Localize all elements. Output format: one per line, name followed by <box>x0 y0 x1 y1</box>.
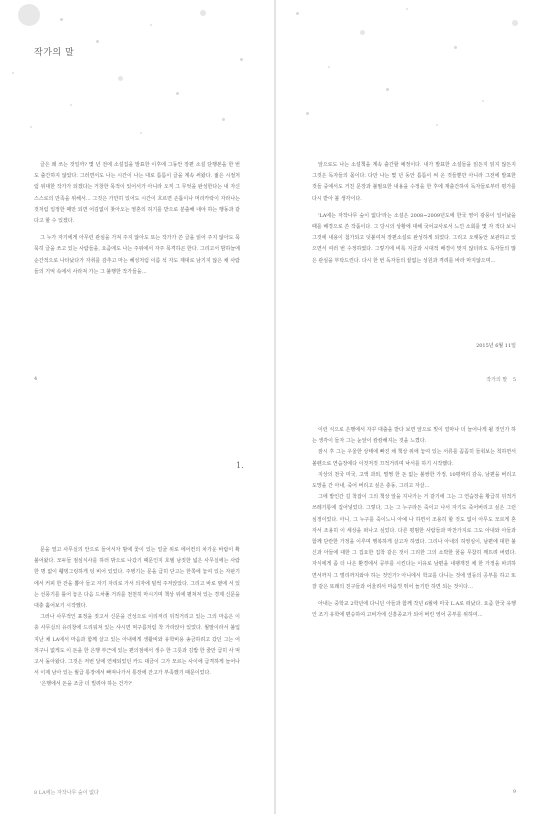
snowflake-decoration <box>512 20 518 26</box>
page-number: 4 <box>34 376 38 382</box>
body-text <box>34 160 240 278</box>
page-5 <box>276 0 550 407</box>
snowflake-decoration <box>240 58 243 61</box>
page-number: 5 <box>512 377 516 383</box>
snowflake-decoration <box>140 132 142 134</box>
paragraph: 아내는 중학교 2학년에 다니던 아들과 함께 작년 6월에 미국 L.A로 떠났다. 요즘 한국 유행인 조기 유학에 편승하여 고비가에 신흥종교가 되어 버린 영어 공부를 위하여… <box>312 601 516 619</box>
snowflake-decoration <box>12 72 14 74</box>
snowflake-decoration <box>386 88 389 91</box>
snowflake-decoration <box>30 126 32 128</box>
page-4 <box>0 0 274 407</box>
running-footer <box>486 376 516 383</box>
snowflake-decoration <box>70 104 72 106</box>
date-line: 2015년 6월 11일 <box>476 343 516 349</box>
paragraph: 이런 식으로 은행에서 자꾸 대출을 받다 보면 앞으로 빚이 얼마나 더 늘어나게 될 것인가 하는 생각이 들자 그는 눈앞이 캄캄해지는 것을 느꼈다. <box>312 427 516 445</box>
paragraph: 지상의 천국 미국, 고액 과외, 멀쩡 한 돈 없는 불쌍한 가정, 10평짜리 감옥, 남편을 버리고 도망을 간 아내, 죽어 버리고 싶은 충동, 그리고 자살… <box>312 471 516 490</box>
paragraph: 'LA에는 자작나무 숲이 없다'라는 소설은 2008~2009년도에 한국 영어 광풍이 일어났을 때를 배경으로 쓴 작품이다. 그 당시의 상황에 대해 국어교사로서 느낀 소회를 몇 자 적다 보니 그것에 내용이 첨가되고 덧붙여져 장편소설로 완성하게 되었다. 그리고 오랫동안 보관하고 있으면서 여러 번 수정하였다. 그렇기에 비록 지금과 시대적 배경이 맞지 않더라도 독자들의 많은 관심을 부탁드린다. 다시 한 번 독자들의 끝없는 성원과 격려를 바라 마지않으며… <box>312 212 516 264</box>
page-9 <box>276 407 550 814</box>
paragraph: 잠시 후 그는 우울한 상태에 빠진 채 책상 위에 놓여 있는 서류를 꼼꼼히 들춰보는 척하면서 볼펜으로 연습장에다 이것저것 끄적거리며 낙서를 하기 시작했다. <box>312 449 516 467</box>
snowflake-decoration <box>360 30 365 35</box>
page-number: 9 <box>512 789 516 795</box>
snowflake-decoration <box>96 40 99 43</box>
page-8 <box>0 407 274 814</box>
snowflake-decoration <box>482 100 484 102</box>
paragraph: 그러나 사무적인 표정을 짓고서 신문을 건성으로 이리저리 뒤적거리고 있는 그의 마음은 이층 사무실의 유리창에 드리워져 있는 샤시면 먹구름처럼 착 가라앉아 있었다. 월말이라서 불입지난 채 LA에서 마음과 함께 살고 있는 아내에게 생활비와 유학비용 송금하려고 갔던 그는 어처구니 없게도 이 돈을 한 은행 부근에 있는 편의점에서 생수 한 그릇과 김밥 한 줄만 급히 사 먹고서 돌아왔다. 그것은 저번 달에 연체되었던 카드 대금이 그가 모르는 사이에 급격하게 늘어나서 이제 남아 있는 월급 통장에서 빠져나가서 통장에 잔고가 부족했기 때문이었다. <box>34 614 240 677</box>
snowflake-decoration <box>406 8 408 10</box>
snowflake-decoration <box>176 92 179 95</box>
page-title: 작가의 말 <box>34 48 75 58</box>
snowflake-decoration <box>200 10 206 16</box>
snowflake-decoration <box>118 76 123 81</box>
snowflake-decoration <box>18 4 40 26</box>
spread-chapter-1 <box>0 407 550 814</box>
running-footer: 8 LA에는 자작나무 숲이 없다 <box>34 790 99 796</box>
paragraph: 문을 열고 사무실의 안으로 들어서자 밤에 꽃이 있는 얼굴 위로 에어컨의 차가운 바람이 확 불어왔다. 모두들 점심식사를 하러 밖으로 나갔기 때문인지 호텔 남짓한 넓은 사무실에는 사람 한 명 없이 휑뎅그렁하게 텅 비어 있었다. 주병기는 문을 급히 닫고는 한쪽에 놓여 있는 자판기에서 커피 한 잔을 뽑아 들고 자기 자리로 가서 의자에 털썩 주저앉았다. 그리고 바로 옆에 서 있는 선풍기를 틀어 놓은 다음 드차풀 거리를 천천히 마시기며 책상 위에 펼쳐져 있는 경제 신문을 대충 훑어보기 시작했다. <box>34 547 240 610</box>
snowflake-decoration <box>296 12 299 15</box>
snowflake-decoration <box>150 24 152 26</box>
snowflake-decoration <box>306 112 309 115</box>
snowflake-decoration <box>454 46 457 49</box>
body-text <box>312 160 516 267</box>
folio-title: 작가의 말 <box>486 377 508 383</box>
chapter-number: 1. <box>236 461 244 470</box>
body-text <box>34 545 240 691</box>
paragraph: 글은 왜 쓰는 것일까? 몇 년 전에 소설집을 발표한 이후에 그동안 장편 소설 단행본을 한 번도 출간하지 않았다. 그러면서도 나는 시간이 나는 대로 틈틈이 글을 계속 써왔다. 젊은 시절처럼 위대한 작가가 되겠다는 거창한 목적이 있어서가 아니라 오직 그 무엇을 완성한다는 내 자신 스스로의 만족을 위해서… 그것은 가만히 있어도 시간이 흐르면 손톱이나 머리카락이 자라나는 것처럼 일정한 때만 되면 어김없이 찾아오는 영혼의 허기를 받으로 분출해 내야 하는 행동과 같다고 할 수 있겠다. <box>34 162 240 225</box>
snowflake-decoration <box>436 124 438 126</box>
snowflake-decoration <box>328 66 330 68</box>
paragraph: '은행에서 돈을 조금 더 빌려야 하는 건가?' <box>40 681 133 688</box>
body-text <box>312 425 516 621</box>
paragraph: 앞으로도 나는 소설책을 계속 출간할 예정이다. 내가 발표한 소설들을 읽든지 읽지 않든지 그것은 독자들의 몫이다. 다만 나는 몇 년 동안 틈틈이 써 온 것들뿐만 아니라 그전에 발표한 것들 중에서도 거친 문장과 불필요한 내용을 수정을 한 후에 재출간하여 독자들로부터 평가를 다시 받아 볼 생각이다. <box>312 162 516 202</box>
snowflake-decoration <box>222 118 225 121</box>
paragraph: 그 누가 자기에게 아무런 관심을 가져 주지 않아도 또는 작가가 쓴 글을 읽어 주지 않아도 묵묵히 글을 쓰고 있는 사람들을, 요즘에도 나는 주위에서 자주 목격하곤 한다. 그리고서 밤하늘에 순간적으로 나타났다가 자취를 감추고 마는 혜성처럼 이름 석 자도 제대로 남기지 않은 채 사람들의 기억 속에서 사라져 가는 그 불행한 작가들을… <box>34 235 240 275</box>
paragraph: 그에 밭인간 길 착잡이 그의 책상 앞을 지나가는 거 같기에 그는 그 연습장을 황급히 뒤적거 쓰레기통에 집어넣었다. 그렇다, 그는 그 누구라든 죽이고 나서 자기도 죽어버리고 싶은 그런 심정이었다. 아니, 그 누구를 죽이느니 아예 나 하면서 조용히 할 것도 없이 아무도 모르게 혼자서 조용히 이 세상을 떠나고 싶었다. 다른 평범한 사람들과 마찬가지로 그도 아내와 아들과 함께 단란한 가정을 이루며 행복하게 살고자 하였다. 그리나 아내의 허영심이, 남편에 대한 불신과 아들에 대한 그 집요한 집착 같은 것이 그리한 그의 소박한 꿈을 무참히 깨뜨려 버렸다. 자식에게 좀 더 나은 환경에서 공부를 시킨다는 이유로 남편을 내팽개친 채 한 가정을 파괴하면서까지 그 멀리까지와야 하는 것인가? 아니에서 학교를 다니는 것에 열등의 공부를 하고 또 잘 같은 또래의 친구들과 어울려서 마음껏 뛰어 놀기만 하면 되는 것이다… <box>312 494 516 590</box>
snowflake-decoration <box>60 18 63 21</box>
